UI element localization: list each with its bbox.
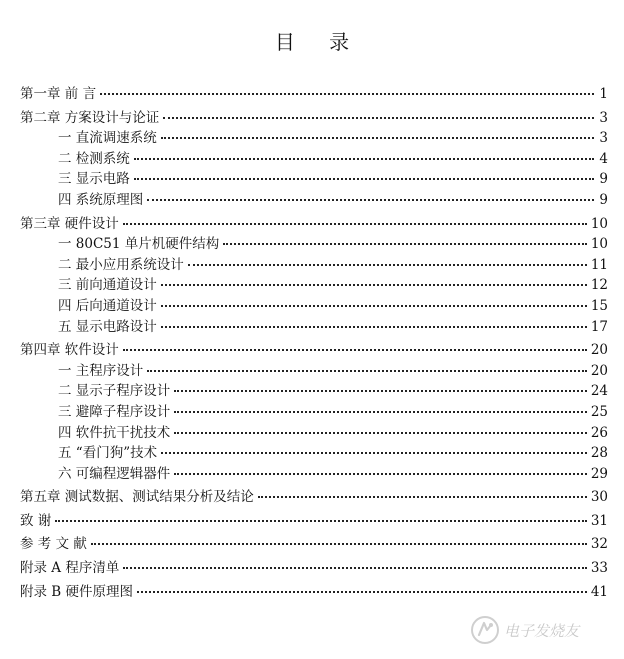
toc-dot-leader xyxy=(137,591,587,593)
toc-entry-title: 三 避障子程序设计 xyxy=(58,403,171,420)
toc-entry-title: 三 前向通道设计 xyxy=(58,277,157,294)
toc-entry-title: 一 直流调速系统 xyxy=(58,130,157,147)
toc-page-number: 11 xyxy=(590,256,608,273)
toc-dot-leader xyxy=(147,199,594,201)
toc-dot-leader xyxy=(174,411,587,413)
toc-dot-leader xyxy=(161,137,594,139)
toc-entry-title: 四 软件抗干扰技术 xyxy=(58,424,171,441)
toc-entry-title: 五 显示电路设计 xyxy=(58,318,157,335)
toc-page-number: 24 xyxy=(590,383,608,400)
watermark-text: 电子发烧友 xyxy=(504,621,580,640)
toc-title: 目 录 xyxy=(274,30,364,54)
toc-dot-leader xyxy=(174,432,587,434)
toc-chapter-entry[interactable] xyxy=(20,214,608,235)
toc-list xyxy=(20,84,608,602)
toc-page-number: 25 xyxy=(590,403,608,420)
toc-page-number: 32 xyxy=(590,536,608,553)
toc-section-entry[interactable] xyxy=(20,128,608,149)
toc-section-entry[interactable] xyxy=(20,190,608,211)
toc-dot-leader xyxy=(223,243,587,245)
toc-page-number: 30 xyxy=(590,489,608,506)
toc-entry-title: 四 系统原理图 xyxy=(58,191,144,208)
toc-section-entry[interactable] xyxy=(20,255,608,276)
toc-entry-title: 参 考 文 献 xyxy=(20,536,87,553)
toc-section-entry[interactable] xyxy=(20,423,608,444)
toc-page-number: 41 xyxy=(590,583,608,600)
toc-chapter-entry[interactable] xyxy=(20,487,608,508)
toc-chapter-entry[interactable] xyxy=(20,511,608,532)
toc-dot-leader xyxy=(258,496,587,498)
toc-section-entry[interactable] xyxy=(20,275,608,296)
toc-entry-title: 附录 B 硬件原理图 xyxy=(20,583,134,600)
toc-dot-leader xyxy=(134,178,594,180)
toc-page-number: 12 xyxy=(590,277,608,294)
toc-entry-title: 第三章 硬件设计 xyxy=(20,215,119,232)
toc-entry-title: 附录 A 程序清单 xyxy=(20,560,120,577)
toc-dot-leader xyxy=(161,326,587,328)
toc-dot-leader xyxy=(123,567,586,569)
toc-page-number: 3 xyxy=(599,130,608,147)
toc-entry-title: 一 80C51 单片机硬件结构 xyxy=(58,236,220,253)
toc-page-number: 17 xyxy=(590,318,608,335)
toc-dot-leader xyxy=(147,370,587,372)
toc-chapter-entry[interactable] xyxy=(20,108,608,129)
toc-entry-title: 二 检测系统 xyxy=(58,150,130,167)
toc-dot-leader xyxy=(123,349,587,351)
toc-chapter-entry[interactable] xyxy=(20,84,608,105)
toc-dot-leader xyxy=(161,452,587,454)
toc-section-entry[interactable] xyxy=(20,381,608,402)
toc-entry-title: 六 可编程逻辑器件 xyxy=(58,465,171,482)
toc-chapter-entry[interactable] xyxy=(20,534,608,555)
toc-page-number: 4 xyxy=(599,150,608,167)
watermark xyxy=(470,613,610,647)
toc-page-number: 10 xyxy=(590,215,608,232)
toc-section-entry[interactable] xyxy=(20,361,608,382)
toc-dot-leader xyxy=(163,117,594,119)
toc-page-number: 31 xyxy=(590,512,608,529)
toc-dot-leader xyxy=(174,390,587,392)
toc-dot-leader xyxy=(55,520,587,522)
toc-page-number: 9 xyxy=(599,191,608,208)
toc-page-number: 29 xyxy=(590,465,608,482)
toc-section-entry[interactable] xyxy=(20,234,608,255)
toc-dot-leader xyxy=(188,264,587,266)
toc-entry-title: 第一章 前 言 xyxy=(20,86,97,102)
toc-section-entry[interactable] xyxy=(20,402,608,423)
toc-chapter-entry[interactable] xyxy=(20,340,608,361)
toc-page-number: 28 xyxy=(590,445,608,462)
toc-dot-leader xyxy=(161,284,587,286)
toc-page-number: 9 xyxy=(599,171,608,188)
toc-section-entry[interactable] xyxy=(20,464,608,485)
toc-section-entry[interactable] xyxy=(20,169,608,190)
toc-page-number: 26 xyxy=(590,424,608,441)
toc-entry-title: 五 “看门狗”技术 xyxy=(58,445,158,462)
toc-entry-title: 二 最小应用系统设计 xyxy=(58,256,184,273)
toc-page-number: 1 xyxy=(599,86,608,102)
toc-page-number: 15 xyxy=(590,297,608,314)
toc-dot-leader xyxy=(91,543,587,545)
toc-chapter-entry[interactable] xyxy=(20,582,608,603)
toc-entry-title: 一 主程序设计 xyxy=(58,362,144,379)
toc-dot-leader xyxy=(174,473,587,475)
toc-entry-title: 三 显示电路 xyxy=(58,171,130,188)
elecfans-logo-icon xyxy=(470,615,500,645)
toc-page-number: 33 xyxy=(590,560,608,577)
toc-section-entry[interactable] xyxy=(20,296,608,317)
toc-entry-title: 二 显示子程序设计 xyxy=(58,383,171,400)
toc-entry-title: 第四章 软件设计 xyxy=(20,342,119,359)
toc-entry-title: 第二章 方案设计与论证 xyxy=(20,109,160,126)
toc-page-number: 20 xyxy=(590,342,608,359)
toc-dot-leader xyxy=(161,305,587,307)
toc-page-number: 3 xyxy=(599,109,608,126)
toc-dot-leader xyxy=(134,158,594,160)
toc-dot-leader xyxy=(123,223,587,225)
toc-page-number: 10 xyxy=(590,236,608,253)
toc-dot-leader xyxy=(100,93,594,95)
toc-entry-title: 第五章 测试数据、测试结果分析及结论 xyxy=(20,489,254,506)
toc-section-entry[interactable] xyxy=(20,317,608,338)
toc-section-entry[interactable] xyxy=(20,149,608,170)
toc-entry-title: 致 谢 xyxy=(20,512,52,529)
toc-section-entry[interactable] xyxy=(20,443,608,464)
toc-entry-title: 四 后向通道设计 xyxy=(58,297,157,314)
toc-chapter-entry[interactable] xyxy=(20,558,608,579)
toc-page-number: 20 xyxy=(590,362,608,379)
